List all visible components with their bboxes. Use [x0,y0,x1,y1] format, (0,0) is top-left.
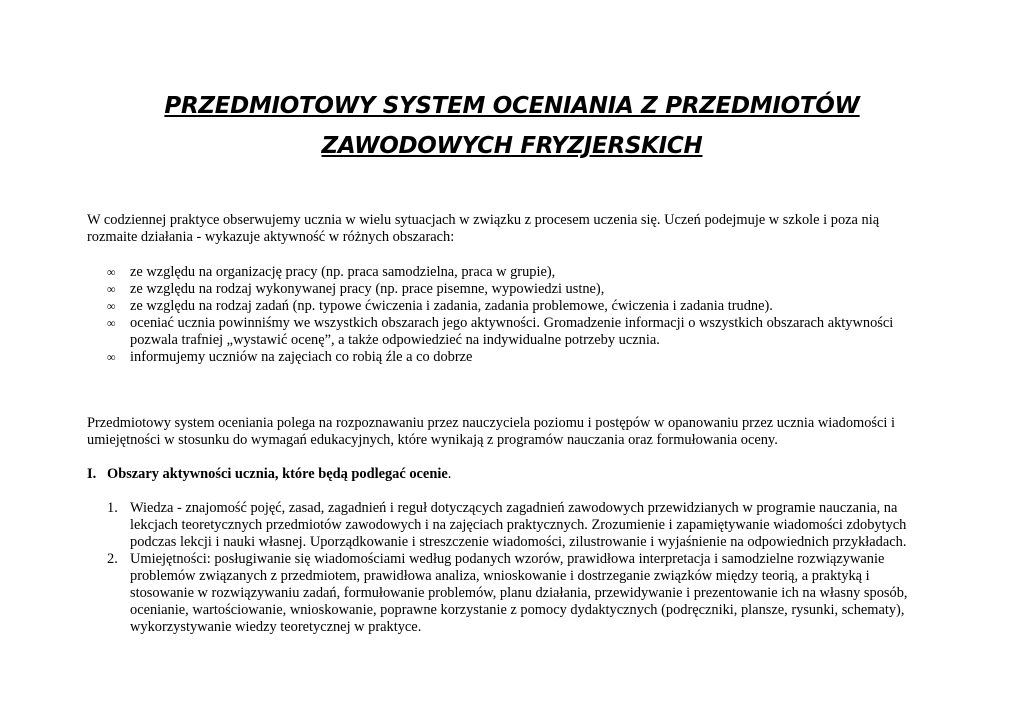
infinity-bullet-icon: ∞ [107,282,116,296]
activity-areas-list [87,264,917,366]
infinity-bullet-icon: ∞ [107,350,116,364]
infinity-bullet-icon: ∞ [107,265,116,279]
intro-paragraph: W codziennej praktyce obserwujemy ucznia w wielu sytuacjach w związku z procesem uczenia się. Uczeń podejmuje w szkole i poza nią rozmaite działania - wykazuje aktywność w różnych obszarach: [87,212,880,245]
list-item-number: 2. [107,551,118,567]
list-item-text: oceniać ucznia powinniśmy we wszystkich obszarach jego aktywności. Gromadzenie informacji o wszystkich obszarach aktywności pozwala trafniej „wystawić ocenę”, a także odpowiedzieć na indywidualne potrzeby ucznia. [130,315,894,348]
list-item-text: ze względu na organizację pracy (np. praca samodzielna, praca w grupie), [130,264,556,280]
list-item-text: Wiedza - znajomość pojęć, zasad, zagadnień i reguł dotyczących zagadnień zawodowych przewidzianych w programie nauczania, na lekcjach teoretycznych przedmiotów zawodowych i na zajęciach praktycznych. Zrozumienie i zapamiętywanie wiadomości zdobytych podczas lekcji i nauki własnej. Uporządkowanie i streszczenie wiadomości, zilustrowanie i wyjaśnienie na odpowiednich przykładach. [130,500,907,550]
assessment-areas-list [87,500,925,636]
system-description-paragraph: Przedmiotowy system oceniania polega na rozpoznawaniu przez nauczyciela poziomu i postępów w opanowaniu przez ucznia wiadomości i umiejętności w stosunku do wymagań edukacyjnych, które wynikają z programów nauczania oraz formułowania oceny. [87,415,895,448]
section-heading-text: Obszary aktywności ucznia, które będą podlegać ocenie [107,466,448,482]
list-item-text: ze względu na rodzaj zadań (np. typowe ćwiczenia i zadania, zadania problemowe, ćwiczenia i zadania trudne). [130,298,773,314]
list-item [87,315,917,349]
document-title-line-1: PRZEDMIOTOWY SYSTEM OCENIANIA Z PRZEDMIOTÓW [164,93,860,119]
list-item [87,298,917,315]
list-item [87,500,925,551]
section-heading [87,466,917,483]
list-item-text: Umiejętności: posługiwanie się wiadomościami według podanych wzorów, prawidłowa interpretacja i samodzielne rozwiązywanie problemów związanych z przedmiotem, prawidłowa analiza, wnioskowanie i dostrzeganie związków między teorią, a praktyką i stosowanie w rozwiązywaniu zadań, formułowanie problemów, planu działania, przewidywanie i prezentowanie ich na własny sposób, ocenianie, wartościowanie, wnioskowanie, poprawne korzystanie z pomocy dydaktycznych (podręczniki, plansze, rysunki, schematy), wykorzystywanie wiedzy teoretycznej w praktyce. [130,551,908,635]
document-title-line-2: ZAWODOWYCH FRYZJERSKICH [321,133,703,159]
list-item [87,551,925,636]
list-item-text: informujemy uczniów na zajęciach co robią źle a co dobrze [130,349,473,365]
document-title [0,86,1024,166]
infinity-bullet-icon: ∞ [107,299,116,313]
section-heading-period: . [447,466,452,482]
list-item-text: ze względu na rodzaj wykonywanej pracy (np. prace pisemne, wypowiedzi ustne), [130,281,605,297]
infinity-bullet-icon: ∞ [107,316,116,330]
list-item-number: 1. [107,500,118,516]
list-item [87,349,917,366]
list-item [87,281,917,298]
section-number: I. [87,466,97,482]
list-item [87,264,917,281]
